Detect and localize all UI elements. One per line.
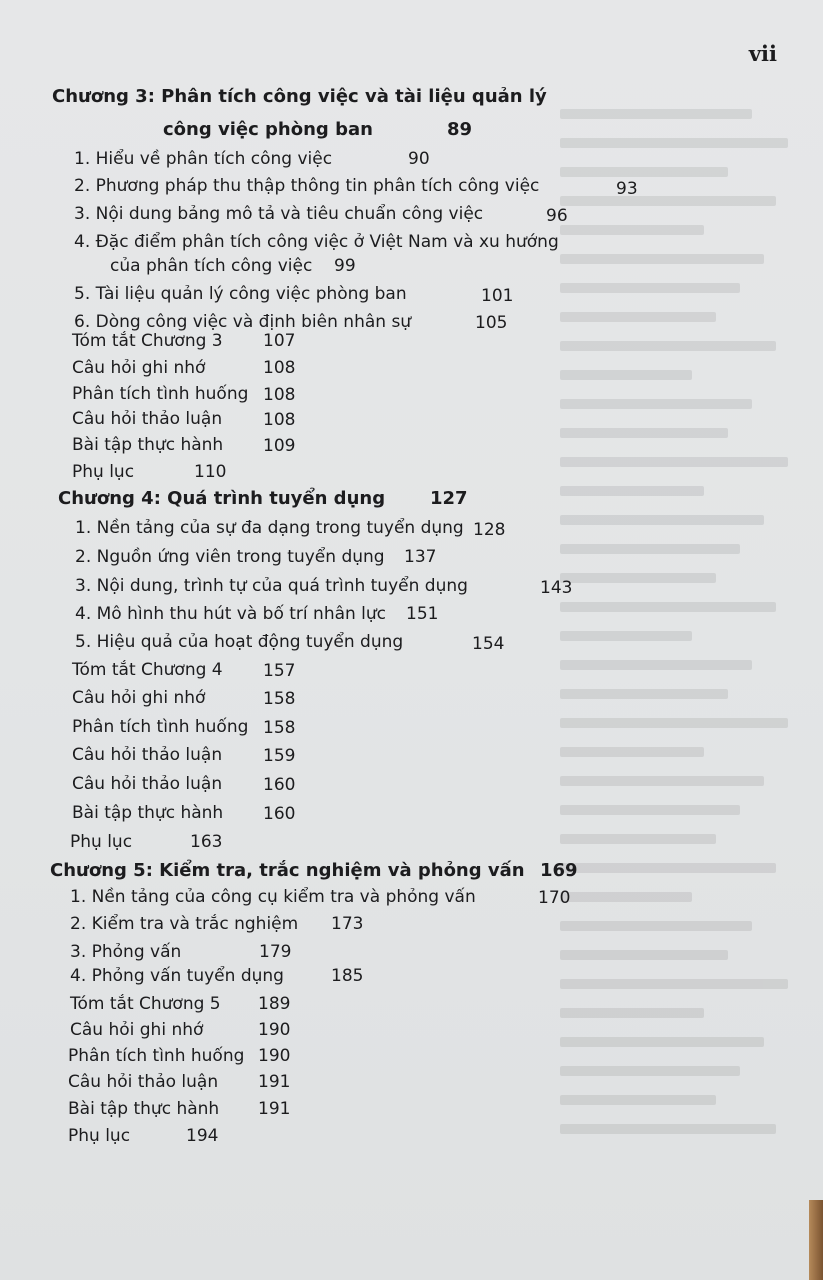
toc-extra-page: 163 <box>190 832 223 852</box>
toc-extra: Câu hỏi ghi nhớ <box>70 1020 204 1040</box>
toc-item-cont: của phân tích công việc <box>110 256 313 276</box>
chapter-3-title: Chương 3: Phân tích công việc và tài liệu quản lý <box>52 86 547 107</box>
toc-extra-page: 190 <box>258 1020 291 1040</box>
toc-extra: Câu hỏi thảo luận <box>72 409 223 429</box>
toc-item-page: 173 <box>331 914 364 934</box>
toc-item-page: 128 <box>473 520 506 540</box>
toc-item-page: 96 <box>546 206 568 226</box>
toc-item-page: 137 <box>404 547 437 567</box>
toc-extra: Tóm tắt Chương 4 <box>72 660 223 680</box>
toc-extra-page: 191 <box>258 1072 291 1092</box>
toc-item: 3. Phỏng vấn <box>70 942 182 962</box>
toc-item-page: 143 <box>540 578 573 598</box>
show-through-text <box>560 90 800 1190</box>
toc-extra: Phân tích tình huống <box>72 717 249 737</box>
toc-item: 3. Nội dung, trình tự của quá trình tuyển dụng <box>75 576 468 596</box>
toc-item-page: 99 <box>334 256 356 276</box>
toc-item: 1. Hiểu về phân tích công việc <box>74 149 333 169</box>
toc-item-page: 151 <box>406 604 439 624</box>
toc-extra-page: 110 <box>194 462 227 482</box>
toc-item: 6. Dòng công việc và định biên nhân sự <box>74 312 412 332</box>
toc-extra: Bài tập thực hành <box>72 803 224 823</box>
toc-extra: Câu hỏi ghi nhớ <box>72 688 206 708</box>
toc-extra-page: 159 <box>263 746 296 766</box>
toc-extra-page: 108 <box>263 358 296 378</box>
toc-item: 4. Mô hình thu hút và bố trí nhân lực <box>75 604 387 624</box>
toc-extra-page: 189 <box>258 994 291 1014</box>
toc-item-page: 93 <box>616 179 638 199</box>
toc-item-page: 101 <box>481 286 514 306</box>
toc-extra-page: 157 <box>263 661 296 681</box>
toc-extra-page: 108 <box>263 385 296 405</box>
toc-extra-page: 109 <box>263 436 296 456</box>
chapter-3-page: 89 <box>447 119 473 140</box>
toc-extra: Câu hỏi thảo luận <box>72 745 223 765</box>
toc-extra-page: 190 <box>258 1046 291 1066</box>
chapter-3-title-cont: công việc phòng ban <box>163 119 373 140</box>
toc-item-page: 179 <box>259 942 292 962</box>
toc-item-page: 170 <box>538 888 571 908</box>
toc-item: 1. Nền tảng của công cụ kiểm tra và phỏng vấn <box>70 887 476 907</box>
toc-item-page: 90 <box>408 149 430 169</box>
toc-extra-page: 107 <box>263 331 296 351</box>
toc-extra: Phụ lục <box>68 1126 131 1146</box>
toc-extra: Câu hỏi thảo luận <box>72 774 223 794</box>
toc-item-page: 105 <box>475 313 508 333</box>
toc-item: 1. Nền tảng của sự đa dạng trong tuyển dụng <box>75 518 464 538</box>
toc-item: 4. Đặc điểm phân tích công việc ở Việt Nam và xu hướng <box>74 232 559 252</box>
toc-extra: Phụ lục <box>72 462 135 482</box>
toc-extra-page: 158 <box>263 689 296 709</box>
toc-item: 3. Nội dung bảng mô tả và tiêu chuẩn công việc <box>74 204 484 224</box>
toc-extra: Phụ lục <box>70 832 133 852</box>
chapter-4-page: 127 <box>430 488 468 509</box>
toc-extra-page: 160 <box>263 804 296 824</box>
toc-extra-page: 194 <box>186 1126 219 1146</box>
toc-item: 2. Kiểm tra và trắc nghiệm <box>70 914 299 934</box>
toc-item-page: 185 <box>331 966 364 986</box>
toc-extra: Phân tích tình huống <box>72 384 249 404</box>
toc-item: 5. Tài liệu quản lý công việc phòng ban <box>74 284 407 304</box>
book-spine-edge <box>809 1200 823 1280</box>
toc-extra: Bài tập thực hành <box>68 1099 220 1119</box>
toc-extra: Câu hỏi ghi nhớ <box>72 358 206 378</box>
toc-extra: Bài tập thực hành <box>72 435 224 455</box>
toc-item: 2. Phương pháp thu thập thông tin phân tích công việc <box>74 176 540 196</box>
toc-item: 4. Phỏng vấn tuyển dụng <box>70 966 284 986</box>
toc-item-page: 154 <box>472 634 505 654</box>
toc-extra-page: 191 <box>258 1099 291 1119</box>
toc-extra-page: 158 <box>263 718 296 738</box>
toc-extra: Phân tích tình huống <box>68 1046 245 1066</box>
page-number: vii <box>748 41 777 66</box>
toc-extra-page: 108 <box>263 410 296 430</box>
toc-extra: Câu hỏi thảo luận <box>68 1072 219 1092</box>
toc-extra: Tóm tắt Chương 5 <box>70 994 221 1014</box>
chapter-4-title: Chương 4: Quá trình tuyển dụng <box>58 488 386 509</box>
chapter-5-page: 169 <box>540 860 578 881</box>
chapter-5-title: Chương 5: Kiểm tra, trắc nghiệm và phỏng vấn <box>50 860 525 881</box>
toc-item: 5. Hiệu quả của hoạt động tuyển dụng <box>75 632 404 652</box>
toc-item: 2. Nguồn ứng viên trong tuyển dụng <box>75 547 385 567</box>
toc-extra-page: 160 <box>263 775 296 795</box>
toc-extra: Tóm tắt Chương 3 <box>72 331 223 351</box>
